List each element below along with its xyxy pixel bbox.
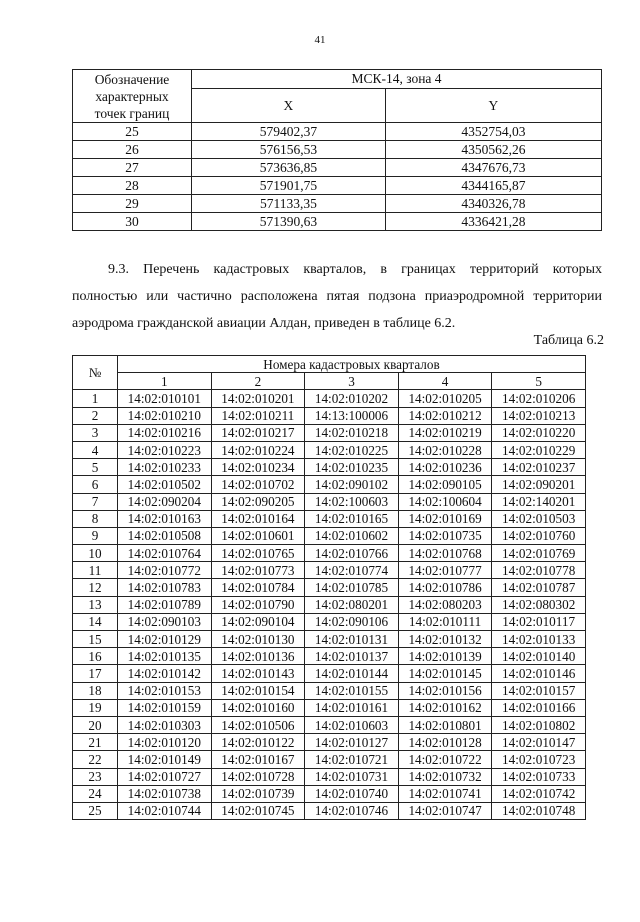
table-cell: 14:02:010163 <box>118 510 212 527</box>
table-row <box>73 493 586 510</box>
row-number-cell: 15 <box>73 631 118 648</box>
page-number: 41 <box>314 34 326 46</box>
table-cell: 14:02:010772 <box>118 562 212 579</box>
table-cell: 14:02:010216 <box>118 424 212 441</box>
table-cell: 14:02:010136 <box>211 648 305 665</box>
table-row <box>73 141 602 159</box>
table-cell: 14:02:010142 <box>118 665 212 682</box>
header-x: X <box>192 89 386 123</box>
table-cell: 14:02:010234 <box>211 459 305 476</box>
row-number-cell: 21 <box>73 734 118 751</box>
table-cell: 14:02:010140 <box>492 648 586 665</box>
paragraph-line: аэродрома гражданской авиации Алдан, приведен в таблице 6.2. <box>72 316 456 331</box>
table-cell: 14:02:010129 <box>118 631 212 648</box>
table-cell: 14:02:010133 <box>492 631 586 648</box>
header-title: Номера кадастровых кварталов <box>118 356 586 373</box>
table-row <box>73 159 602 177</box>
table-cell: 14:02:010220 <box>492 424 586 441</box>
table-cell: 14:02:010732 <box>398 768 492 785</box>
table-cell: 14:02:010154 <box>211 682 305 699</box>
table-row <box>73 699 586 716</box>
table-cell: 4340326,78 <box>385 195 601 213</box>
table-cell: 14:02:010162 <box>398 699 492 716</box>
table-cell: 14:02:010740 <box>305 785 399 802</box>
table-cell: 14:02:010223 <box>118 441 212 458</box>
table-cell: 14:02:010233 <box>118 459 212 476</box>
row-number-cell: 23 <box>73 768 118 785</box>
table-cell: 14:02:010160 <box>211 699 305 716</box>
table-cell: 14:02:010790 <box>211 596 305 613</box>
table-cell: 14:02:010787 <box>492 579 586 596</box>
header-number: № <box>73 356 118 390</box>
row-number-cell: 25 <box>73 802 118 819</box>
table-row <box>73 213 602 231</box>
table-row <box>73 123 602 141</box>
table-cell: 14:02:010127 <box>305 734 399 751</box>
table-cell: 14:02:010728 <box>211 768 305 785</box>
row-number-cell: 12 <box>73 579 118 596</box>
table-cell: 14:02:010702 <box>211 476 305 493</box>
table-row <box>73 510 586 527</box>
table-row <box>73 407 586 424</box>
table-cell: 14:02:010741 <box>398 785 492 802</box>
table-row <box>73 716 586 733</box>
table-cell: 14:02:090104 <box>211 613 305 630</box>
row-number-cell: 28 <box>73 177 192 195</box>
table-cell: 14:02:010202 <box>305 390 399 407</box>
table-row <box>73 648 586 665</box>
table-row <box>73 631 586 648</box>
table-cell: 14:02:010122 <box>211 734 305 751</box>
header-column-number: 2 <box>211 373 305 390</box>
table-cell: 14:02:010237 <box>492 459 586 476</box>
table-cell: 14:02:090105 <box>398 476 492 493</box>
row-number-cell: 19 <box>73 699 118 716</box>
row-number-cell: 27 <box>73 159 192 177</box>
row-number-cell: 11 <box>73 562 118 579</box>
table-cell: 571133,35 <box>192 195 386 213</box>
table-cell: 14:02:010603 <box>305 716 399 733</box>
table-cell: 14:02:080203 <box>398 596 492 613</box>
row-number-cell: 16 <box>73 648 118 665</box>
table-cell: 14:02:080201 <box>305 596 399 613</box>
table-cell: 4344165,87 <box>385 177 601 195</box>
table-cell: 14:02:010120 <box>118 734 212 751</box>
table-cell: 14:02:010731 <box>305 768 399 785</box>
table-row <box>73 734 586 751</box>
table-cell: 14:02:010143 <box>211 665 305 682</box>
table-cell: 14:02:100603 <box>305 493 399 510</box>
row-number-cell: 9 <box>73 527 118 544</box>
row-number-cell: 10 <box>73 545 118 562</box>
table-row <box>73 785 586 802</box>
table-cell: 14:02:010768 <box>398 545 492 562</box>
table-cell: 14:02:010783 <box>118 579 212 596</box>
header-coordinate-system: МСК-14, зона 4 <box>192 70 602 89</box>
table-row <box>73 562 586 579</box>
row-number-cell: 18 <box>73 682 118 699</box>
table-cell: 14:02:010778 <box>492 562 586 579</box>
table-row <box>73 390 586 407</box>
table-row <box>73 596 586 613</box>
table-cell: 14:02:010802 <box>492 716 586 733</box>
table-row <box>73 545 586 562</box>
table-cell: 14:02:010723 <box>492 751 586 768</box>
coordinates-table <box>72 69 602 231</box>
table-cell: 14:02:010722 <box>398 751 492 768</box>
table-cell: 14:02:010201 <box>211 390 305 407</box>
header-column-number: 1 <box>118 373 212 390</box>
table-cell: 14:02:010159 <box>118 699 212 716</box>
row-number-cell: 14 <box>73 613 118 630</box>
table-cell: 14:02:010742 <box>492 785 586 802</box>
table-cell: 14:02:140201 <box>492 493 586 510</box>
table-cell: 14:02:010146 <box>492 665 586 682</box>
table-cell: 14:02:010213 <box>492 407 586 424</box>
row-number-cell: 20 <box>73 716 118 733</box>
table-cell: 14:02:010147 <box>492 734 586 751</box>
table-cell: 14:02:010786 <box>398 579 492 596</box>
table-cell: 14:13:100006 <box>305 407 399 424</box>
row-number-cell: 17 <box>73 665 118 682</box>
table-cell: 14:02:010789 <box>118 596 212 613</box>
row-number-cell: 26 <box>73 141 192 159</box>
table-cell: 14:02:010303 <box>118 716 212 733</box>
table-row <box>73 459 586 476</box>
header-y: Y <box>385 89 601 123</box>
table-cell: 14:02:010764 <box>118 545 212 562</box>
table-cell: 14:02:010784 <box>211 579 305 596</box>
table-cell: 14:02:010236 <box>398 459 492 476</box>
table-cell: 14:02:010224 <box>211 441 305 458</box>
table-cell: 14:02:010206 <box>492 390 586 407</box>
paragraph-line: 9.3. Перечень кадастровых кварталов, в границах территорий которых <box>108 262 602 277</box>
table-cell: 14:02:010111 <box>398 613 492 630</box>
table-cell: 4347676,73 <box>385 159 601 177</box>
table-cell: 14:02:090204 <box>118 493 212 510</box>
table-cell: 14:02:010131 <box>305 631 399 648</box>
table-cell: 14:02:010745 <box>211 802 305 819</box>
table-cell: 14:02:090205 <box>211 493 305 510</box>
row-number-cell: 4 <box>73 441 118 458</box>
table-cell: 14:02:010225 <box>305 441 399 458</box>
table-cell: 14:02:010156 <box>398 682 492 699</box>
row-number-cell: 1 <box>73 390 118 407</box>
row-number-cell: 22 <box>73 751 118 768</box>
table-cell: 14:02:010130 <box>211 631 305 648</box>
table-cell: 14:02:010166 <box>492 699 586 716</box>
table-cell: 14:02:010503 <box>492 510 586 527</box>
row-number-cell: 7 <box>73 493 118 510</box>
table-cell: 14:02:010760 <box>492 527 586 544</box>
table-cell: 14:02:010727 <box>118 768 212 785</box>
table-row <box>73 751 586 768</box>
table-cell: 14:02:010774 <box>305 562 399 579</box>
table-row <box>73 682 586 699</box>
table-row <box>73 613 586 630</box>
table-cell: 14:02:010211 <box>211 407 305 424</box>
header-column-number: 5 <box>492 373 586 390</box>
table-cell: 14:02:010502 <box>118 476 212 493</box>
table-cell: 14:02:010219 <box>398 424 492 441</box>
table-cell: 571901,75 <box>192 177 386 195</box>
table-cell: 14:02:010738 <box>118 785 212 802</box>
table-cell: 14:02:090102 <box>305 476 399 493</box>
table-row <box>73 768 586 785</box>
table-row <box>73 665 586 682</box>
table-cell: 14:02:010217 <box>211 424 305 441</box>
header-column-number: 4 <box>398 373 492 390</box>
table-cell: 14:02:080302 <box>492 596 586 613</box>
table-cell: 576156,53 <box>192 141 386 159</box>
table-cell: 14:02:010165 <box>305 510 399 527</box>
table-cell: 14:02:010602 <box>305 527 399 544</box>
table-cell: 14:02:010739 <box>211 785 305 802</box>
row-number-cell: 13 <box>73 596 118 613</box>
table-cell: 14:02:090201 <box>492 476 586 493</box>
table-cell: 14:02:010721 <box>305 751 399 768</box>
row-number-cell: 25 <box>73 123 192 141</box>
table-row <box>73 579 586 596</box>
table-cell: 573636,85 <box>192 159 386 177</box>
table-cell: 14:02:010773 <box>211 562 305 579</box>
table-cell: 14:02:010149 <box>118 751 212 768</box>
table-cell: 14:02:010135 <box>118 648 212 665</box>
table-cell: 14:02:010167 <box>211 751 305 768</box>
table-cell: 14:02:010785 <box>305 579 399 596</box>
table-cell: 579402,37 <box>192 123 386 141</box>
table-row <box>73 527 586 544</box>
table-row <box>73 195 602 213</box>
table-row <box>73 177 602 195</box>
paragraph-line: полностью или частично расположена пятая подзона приаэродромной территории <box>72 289 602 304</box>
table-cell: 14:02:010169 <box>398 510 492 527</box>
header-designation-line: Обозначение <box>94 72 170 87</box>
table-cell: 14:02:010229 <box>492 441 586 458</box>
table-cell: 14:02:010128 <box>398 734 492 751</box>
row-number-cell: 30 <box>73 213 192 231</box>
table-cell: 4350562,26 <box>385 141 601 159</box>
row-number-cell: 3 <box>73 424 118 441</box>
row-number-cell: 24 <box>73 785 118 802</box>
row-number-cell: 2 <box>73 407 118 424</box>
table-cell: 14:02:010117 <box>492 613 586 630</box>
table-cell: 14:02:100604 <box>398 493 492 510</box>
table-cell: 14:02:010210 <box>118 407 212 424</box>
table-cell: 14:02:010205 <box>398 390 492 407</box>
table-cell: 14:02:010744 <box>118 802 212 819</box>
table-cell: 14:02:010161 <box>305 699 399 716</box>
table-cell: 14:02:010132 <box>398 631 492 648</box>
header-designation-line: характерных <box>95 89 169 104</box>
table-cell: 14:02:010164 <box>211 510 305 527</box>
table-row <box>73 476 586 493</box>
row-number-cell: 29 <box>73 195 192 213</box>
table-cell: 14:02:010139 <box>398 648 492 665</box>
table-cell: 14:02:010769 <box>492 545 586 562</box>
header-column-number: 3 <box>305 373 399 390</box>
table-caption: Таблица 6.2 <box>533 333 604 348</box>
table-cell: 14:02:010153 <box>118 682 212 699</box>
table-cell: 14:02:010766 <box>305 545 399 562</box>
table-cell: 14:02:010137 <box>305 648 399 665</box>
table-cell: 14:02:010747 <box>398 802 492 819</box>
table-cell: 571390,63 <box>192 213 386 231</box>
table-cell: 14:02:010235 <box>305 459 399 476</box>
table-cell: 14:02:010157 <box>492 682 586 699</box>
header-designation <box>73 70 192 123</box>
cadastral-blocks-table <box>72 355 586 820</box>
table-cell: 14:02:010145 <box>398 665 492 682</box>
header-designation-line: точек границ <box>94 106 170 121</box>
table-cell: 14:02:010801 <box>398 716 492 733</box>
table-cell: 14:02:090103 <box>118 613 212 630</box>
table-cell: 14:02:010746 <box>305 802 399 819</box>
table-row <box>73 802 586 819</box>
table-cell: 4352754,03 <box>385 123 601 141</box>
table-cell: 14:02:010212 <box>398 407 492 424</box>
row-number-cell: 6 <box>73 476 118 493</box>
row-number-cell: 8 <box>73 510 118 527</box>
table-cell: 14:02:010155 <box>305 682 399 699</box>
table-cell: 14:02:010748 <box>492 802 586 819</box>
table-row <box>73 441 586 458</box>
table-cell: 14:02:010101 <box>118 390 212 407</box>
table-cell: 14:02:010765 <box>211 545 305 562</box>
table-cell: 14:02:010144 <box>305 665 399 682</box>
table-cell: 14:02:010228 <box>398 441 492 458</box>
table-cell: 14:02:010777 <box>398 562 492 579</box>
table-cell: 14:02:090106 <box>305 613 399 630</box>
table-cell: 4336421,28 <box>385 213 601 231</box>
table-row <box>73 424 586 441</box>
table-cell: 14:02:010506 <box>211 716 305 733</box>
row-number-cell: 5 <box>73 459 118 476</box>
table-cell: 14:02:010218 <box>305 424 399 441</box>
table-cell: 14:02:010601 <box>211 527 305 544</box>
table-cell: 14:02:010733 <box>492 768 586 785</box>
paragraph <box>72 256 602 337</box>
table-cell: 14:02:010508 <box>118 527 212 544</box>
table-cell: 14:02:010735 <box>398 527 492 544</box>
